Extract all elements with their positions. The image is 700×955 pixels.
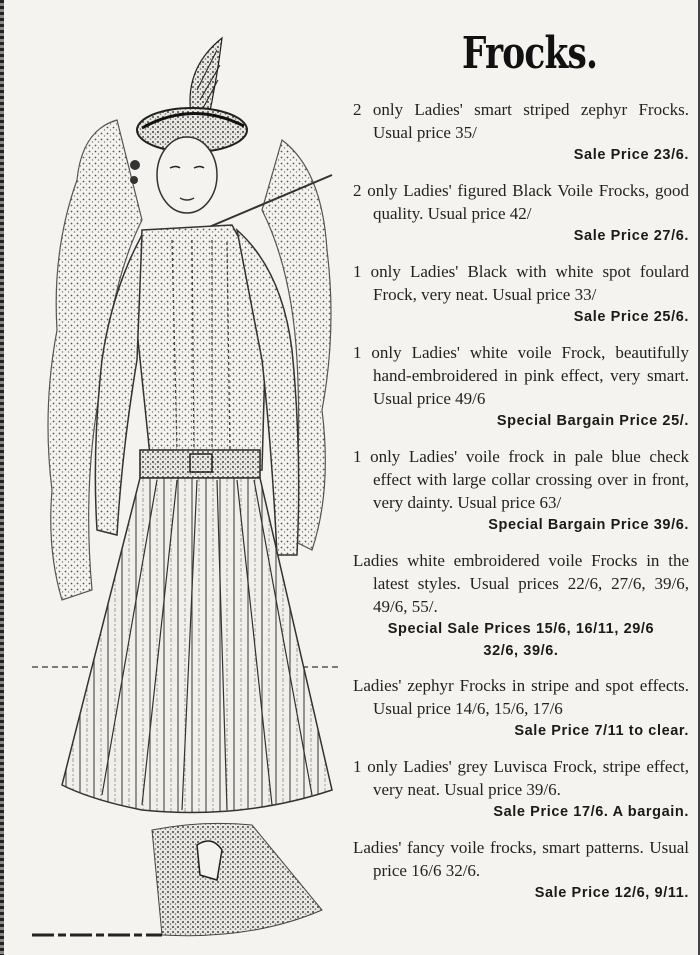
sale-price: Sale Price 12/6, 9/11. <box>534 885 689 901</box>
page-edge-left <box>0 0 4 955</box>
item-description: 1 only Ladies' Black with white spot foulard Frock, very neat. Usual price 33/ <box>353 262 689 304</box>
list-item <box>353 341 689 433</box>
frock-illustration <box>22 30 342 945</box>
item-description: 2 only Ladies' smart striped zephyr Frocks. Usual price 35/ <box>353 100 689 142</box>
sale-price: Sale Price 7/11 to clear. <box>514 723 689 739</box>
item-description: Ladies' zephyr Frocks in stripe and spot effects. Usual price 14/6, 15/6, 17/6 <box>353 676 689 718</box>
item-description: Ladies white embroidered voile Frocks in the latest styles. Usual prices 22/6, 27/6, 39/6, 49/6, 55/. <box>353 551 689 616</box>
special-sale-prices: Special Sale Prices 15/6, 16/11, 29/6 <box>387 621 655 637</box>
list-item <box>353 755 689 824</box>
sale-price: Sale Price 23/6. <box>573 147 689 163</box>
item-list <box>353 98 689 917</box>
item-description: Ladies' fancy voile frocks, smart patterns. Usual price 16/6 32/6. <box>353 838 689 880</box>
list-item <box>353 260 689 329</box>
list-item <box>353 549 689 662</box>
list-item <box>353 179 689 248</box>
list-item <box>353 445 689 537</box>
item-description: 1 only Ladies' voile frock in pale blue check effect with large collar crossing over in front, very dainty. Usual price 63/ <box>353 447 689 512</box>
list-item <box>353 98 689 167</box>
sale-price: Sale Price 25/6. <box>573 309 689 325</box>
special-bargain-price: Special Bargain Price 39/6. <box>488 517 689 533</box>
item-description: 1 only Ladies' grey Luvisca Frock, stripe effect, very neat. Usual price 39/6. <box>353 757 689 799</box>
list-item <box>353 836 689 905</box>
list-item <box>353 674 689 743</box>
sale-price: Sale Price 27/6. <box>573 228 689 244</box>
special-sale-prices-cont: 32/6, 39/6. <box>483 643 559 659</box>
page-title: Frocks. <box>462 28 598 79</box>
special-bargain-price: Special Bargain Price 25/. <box>496 413 689 429</box>
sale-price: Sale Price 17/6. A bargain. <box>493 804 689 820</box>
item-description: 2 only Ladies' figured Black Voile Frocks, good quality. Usual price 42/ <box>353 181 689 223</box>
item-description: 1 only Ladies' white voile Frock, beautifully hand-embroidered in pink effect, very smart. Usual price 49/6 <box>353 343 689 408</box>
